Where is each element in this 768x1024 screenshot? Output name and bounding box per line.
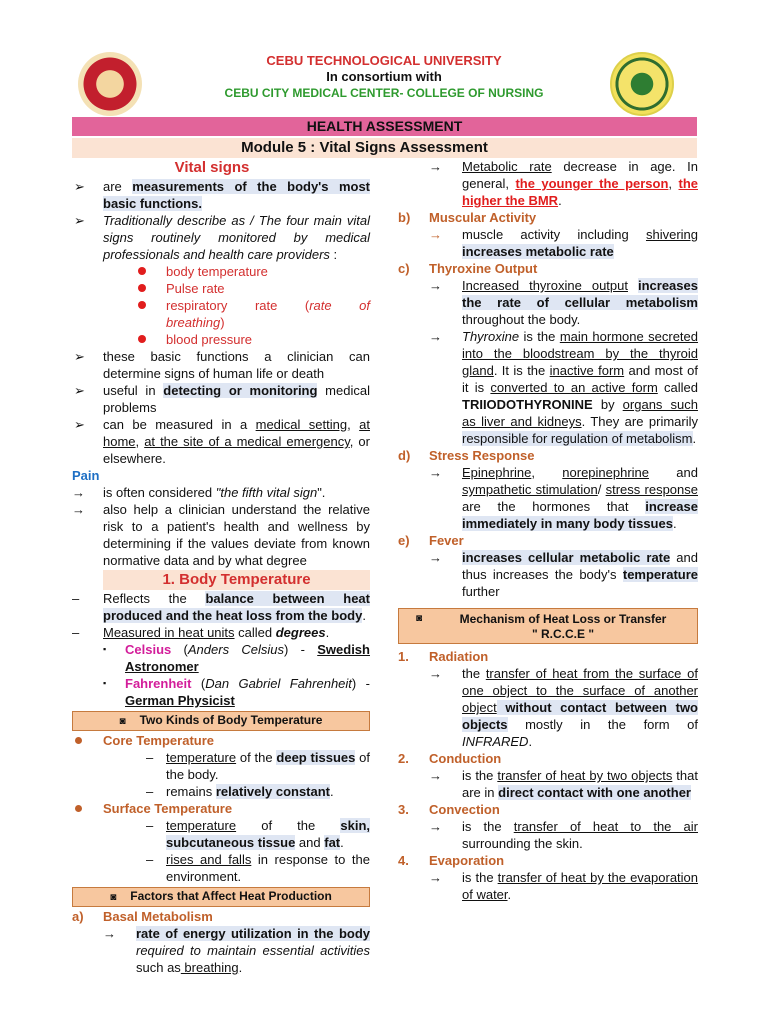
thyroxine-output-label: c) Thyroxine Output <box>398 261 538 276</box>
box-glyph-icon: ◙ <box>110 892 117 903</box>
factors-heading: ◙ Factors that Affect Heat Production <box>72 887 370 907</box>
list-item: ➢ useful in detecting or monitoring medical problems <box>74 383 370 415</box>
box-glyph-icon: ◙ <box>416 613 423 624</box>
list-item: – rises and falls in response to the environment. <box>146 852 370 884</box>
orange-dot-icon <box>75 737 82 744</box>
list-item: – Measured in heat units called degrees. <box>72 625 330 640</box>
list-item: – remains relatively constant. <box>146 784 334 799</box>
arrow-right-icon: → <box>429 768 442 783</box>
arrow-right-icon: → <box>429 227 442 242</box>
check-arrow-icon: ➢ <box>74 349 85 364</box>
arrow-right-icon: → <box>103 926 116 941</box>
evaporation-label: 4. Evaporation <box>398 853 505 868</box>
arrow-right-icon: → <box>429 329 442 344</box>
red-dot-icon <box>138 335 146 343</box>
dash-icon: – <box>146 784 154 799</box>
stress-response-label: d) Stress Response <box>398 448 535 463</box>
square-bullet-icon: ▪ <box>103 644 107 654</box>
list-item: → Epinephrine, norepinephrine and sympathetic stimulation/ stress response are the hormones that increase immediately in many body tissues. <box>429 465 698 531</box>
list-item: → is the transfer of heat to the air surrounding the skin. <box>429 819 698 851</box>
basal-metabolism-label: a) Basal Metabolism <box>72 909 213 924</box>
university-name: CEBU TECHNOLOGICAL UNIVERSITY <box>266 53 502 68</box>
module-title: Module 5 : Vital Signs Assessment <box>241 139 488 156</box>
document-header <box>0 0 768 116</box>
list-item: → increases cellular metabolic rate and thus increases the body's temperature further <box>429 550 698 599</box>
list-item: → muscle activity including shivering increases metabolic rate <box>429 227 698 259</box>
fever-label: e) Fever <box>398 533 464 548</box>
list-item: → also help a clinician understand the relative risk to a patient's health and wellness by determining if the values deviate from known normative data and by what degree <box>72 502 370 568</box>
arrow-right-icon: → <box>429 870 442 885</box>
list-item: → is the transfer of heat by the evaporation of water. <box>429 870 699 902</box>
list-item: → is the transfer of heat by two objects that are in direct contact with one another <box>429 768 698 800</box>
right-column <box>398 158 698 903</box>
arrow-right-icon: → <box>429 465 442 480</box>
red-dot-icon <box>138 301 146 309</box>
list-item: ➢ are measurements of the body's most basic functions. <box>74 179 371 211</box>
list-item: ▪ Fahrenheit (Dan Gabriel Fahrenheit) - German Physicist <box>103 676 370 708</box>
list-item: ▪ Celsius (Anders Celsius) - Swedish Astronomer <box>103 642 370 674</box>
body-temperature-title: 1. Body Temperature <box>103 570 370 590</box>
list-item: – temperature of the skin, subcutaneous tissue and fat. <box>146 818 370 850</box>
conduction-label: 2. Conduction <box>398 751 502 766</box>
list-item: → is often considered "the fifth vital sign". <box>72 485 326 500</box>
arrow-right-icon: → <box>429 550 442 565</box>
arrow-right-icon: → <box>429 159 442 174</box>
arrow-right-icon: → <box>72 502 85 517</box>
vital-item: blood pressure <box>72 331 370 348</box>
course-title: HEALTH ASSESSMENT <box>72 117 697 136</box>
list-item: → Thyroxine is the main hormone secreted into the bloodstream by the thyroid gland. It is the inactive form and most of it is converted to an active form called TRIIODOTHYRONINE by organs such as liver and kidneys. They are primarily responsible for regulation of metabolism. <box>429 329 699 446</box>
dash-icon: – <box>146 750 154 765</box>
check-arrow-icon: ➢ <box>74 213 85 228</box>
orange-dot-icon <box>75 805 82 812</box>
list-item: – temperature of the deep tissues of the body. <box>146 750 370 782</box>
red-dot-icon <box>138 267 146 275</box>
dash-icon: – <box>72 591 80 606</box>
module-title-bar <box>72 138 697 158</box>
dash-icon: – <box>146 818 154 833</box>
vital-item: respiratory rate (rate of breathing) <box>72 297 370 331</box>
dash-icon: – <box>146 852 154 867</box>
red-dot-icon <box>138 284 146 292</box>
list-item: – Reflects the balance between heat produced and the heat loss from the body. <box>72 591 370 623</box>
vital-item: body temperature <box>72 263 370 280</box>
arrow-right-icon: → <box>429 666 442 681</box>
check-arrow-icon: ➢ <box>74 417 85 432</box>
convection-label: 3. Convection <box>398 802 500 817</box>
vital-item: Pulse rate <box>72 280 370 297</box>
core-temperature-label: Core Temperature <box>72 732 370 749</box>
dash-icon: – <box>72 625 80 640</box>
vital-signs-title: Vital signs <box>174 159 250 176</box>
list-item: → Increased thyroxine output increases the rate of cellular metabolism throughout the body. <box>429 278 698 327</box>
arrow-right-icon: → <box>429 819 442 834</box>
square-bullet-icon: ▪ <box>103 678 107 688</box>
two-kinds-heading: ◙ Two Kinds of Body Temperature <box>72 711 370 731</box>
list-item: ➢ these basic functions a clinician can determine signs of human life or death <box>74 349 370 381</box>
arrow-right-icon: → <box>429 278 442 293</box>
list-item: → the transfer of heat from the surface of one object to the surface of another object without contact between two objects mostly in the form of INFRARED. <box>429 666 698 749</box>
arrow-right-icon: → <box>72 485 85 500</box>
consortium-text: In consortium with <box>326 69 442 84</box>
muscular-activity-label: b) Muscular Activity <box>398 210 537 225</box>
list-item: → rate of energy utilization in the body required to maintain essential activities such as breathing. <box>103 926 370 975</box>
radiation-label: 1. Radiation <box>398 649 489 664</box>
check-arrow-icon: ➢ <box>74 383 85 398</box>
list-item: ➢ can be measured in a medical setting, at home, at the site of a medical emergency, or elsewhere. <box>74 417 370 466</box>
check-arrow-icon: ➢ <box>74 179 85 194</box>
list-item: → Metabolic rate decrease in age. In general, the younger the person, the higher the BMR. <box>429 159 698 208</box>
left-column <box>72 158 370 976</box>
college-name: CEBU CITY MEDICAL CENTER- COLLEGE OF NURSING <box>224 86 544 100</box>
pain-label: Pain <box>72 468 100 483</box>
surface-temperature-label: Surface Temperature <box>72 800 370 817</box>
box-glyph-icon: ◙ <box>119 716 126 727</box>
list-item: ➢ Traditionally describe as / The four main vital signs routinely monitored by medical professionals and health care providers : <box>74 213 370 262</box>
mechanism-heading: ◙ Mechanism of Heat Loss or Transfer " R.C.C.E " <box>398 608 698 644</box>
